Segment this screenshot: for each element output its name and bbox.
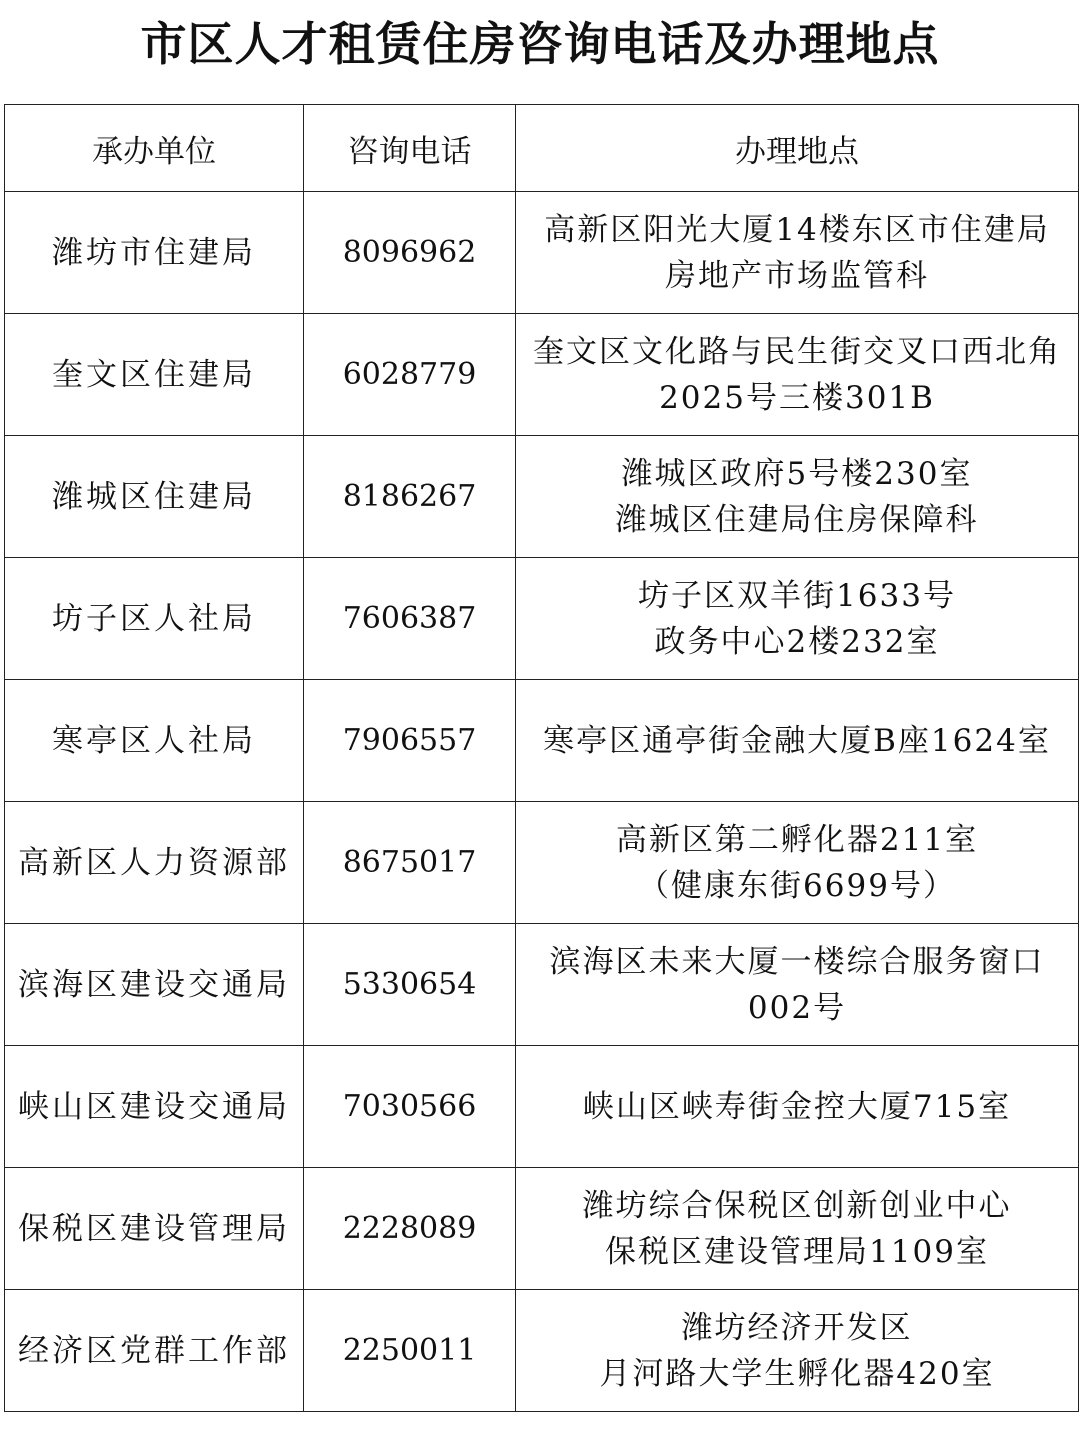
address-cell (516, 924, 1079, 1046)
address-line: 寒亭区通亭街金融大厦B座1624室 (543, 722, 1051, 759)
address-line: 002号 (747, 989, 847, 1026)
address-line: 月河路大学生孵化器420室 (599, 1355, 995, 1392)
address-line: 保税区建设管理局1109室 (605, 1233, 989, 1270)
address-line: 滨海区未来大厦一楼综合服务窗口 (549, 943, 1045, 980)
table-row (5, 314, 1079, 436)
address-cell (516, 314, 1079, 436)
address-line: 坊子区双羊街1633号 (638, 577, 956, 614)
address-line: 高新区第二孵化器211室 (615, 821, 979, 858)
address-line: 潍城区住建局住房保障科 (615, 501, 979, 538)
address-line: 潍坊经济开发区 (681, 1309, 913, 1346)
address-cell (516, 1168, 1079, 1290)
address-cell (516, 436, 1079, 558)
unit-cell: 潍城区住建局 (5, 436, 304, 558)
address-line: 潍坊综合保税区创新创业中心 (582, 1187, 1012, 1224)
phone-cell: 2250011 (304, 1290, 516, 1412)
address-cell (516, 192, 1079, 314)
address-line: 2025号三楼301B (659, 379, 935, 416)
address-cell (516, 558, 1079, 680)
address-line: （健康东街6699号） (638, 867, 956, 904)
address-cell (516, 1290, 1079, 1412)
unit-cell: 奎文区住建局 (5, 314, 304, 436)
table-row (5, 558, 1079, 680)
unit-cell: 滨海区建设交通局 (5, 924, 304, 1046)
unit-cell: 峡山区建设交通局 (5, 1046, 304, 1168)
address-line: 潍城区政府5号楼230室 (621, 455, 973, 492)
header-address: 办理地点 (516, 105, 1079, 192)
phone-cell: 2228089 (304, 1168, 516, 1290)
phone-cell: 7906557 (304, 680, 516, 802)
table-row (5, 802, 1079, 924)
table-row (5, 924, 1079, 1046)
address-line: 峡山区峡寿街金控大厦715室 (582, 1088, 1012, 1125)
table-row (5, 1290, 1079, 1412)
address-line: 房地产市场监管科 (665, 257, 929, 294)
phone-cell: 8675017 (304, 802, 516, 924)
table-header-row (5, 105, 1079, 192)
address-line: 奎文区文化路与民生街交叉口西北角 (533, 333, 1061, 370)
phone-cell: 8186267 (304, 436, 516, 558)
table-row (5, 436, 1079, 558)
table-row (5, 192, 1079, 314)
unit-cell: 经济区党群工作部 (5, 1290, 304, 1412)
address-line: 政务中心2楼232室 (654, 623, 940, 660)
table-row (5, 1168, 1079, 1290)
address-cell (516, 1046, 1079, 1168)
unit-cell: 潍坊市住建局 (5, 192, 304, 314)
address-line: 高新区阳光大厦14楼东区市住建局 (544, 211, 1050, 248)
phone-cell: 7030566 (304, 1046, 516, 1168)
unit-cell: 高新区人力资源部 (5, 802, 304, 924)
contact-table (4, 104, 1079, 1412)
phone-cell: 5330654 (304, 924, 516, 1046)
unit-cell: 坊子区人社局 (5, 558, 304, 680)
table-row (5, 1046, 1079, 1168)
phone-cell: 8096962 (304, 192, 516, 314)
header-phone: 咨询电话 (304, 105, 516, 192)
unit-cell: 寒亭区人社局 (5, 680, 304, 802)
phone-cell: 6028779 (304, 314, 516, 436)
page-title: 市区人才租赁住房咨询电话及办理地点 (140, 17, 940, 71)
phone-cell: 7606387 (304, 558, 516, 680)
address-cell (516, 802, 1079, 924)
address-cell (516, 680, 1079, 802)
header-unit: 承办单位 (5, 105, 304, 192)
unit-cell: 保税区建设管理局 (5, 1168, 304, 1290)
table-row (5, 680, 1079, 802)
